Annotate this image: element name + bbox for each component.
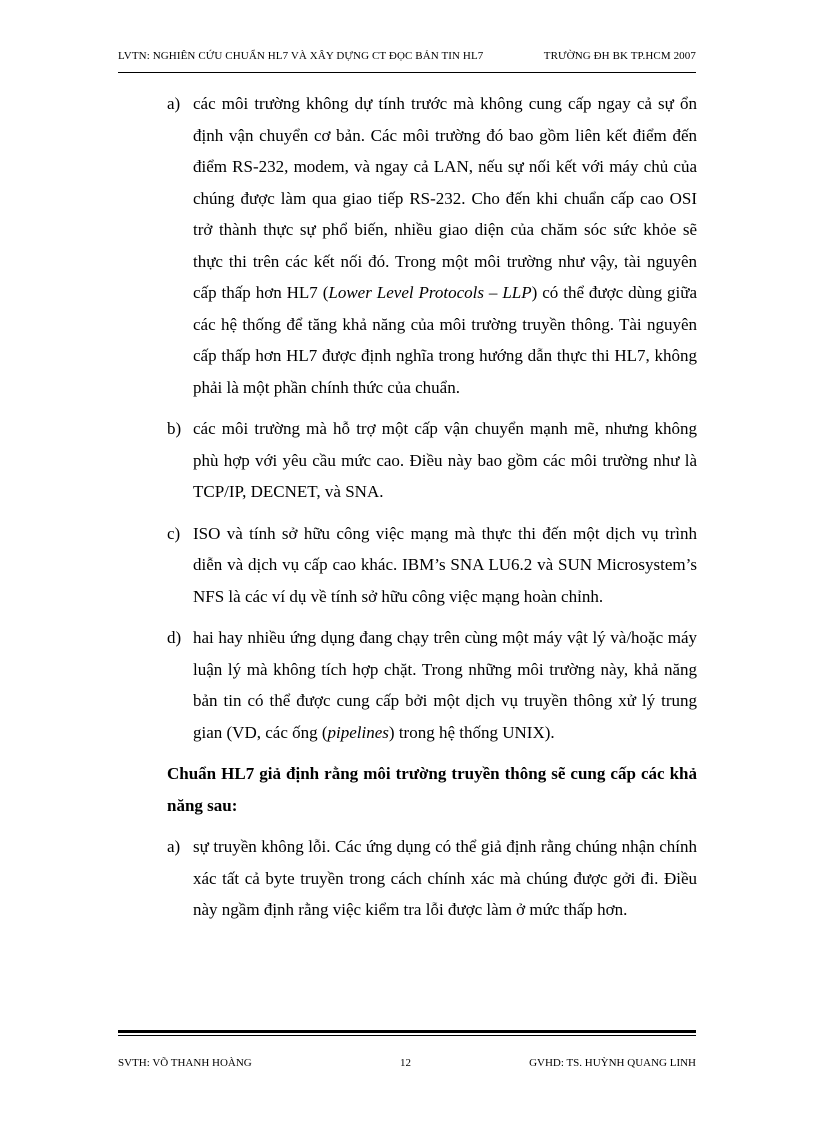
list-item-text: [193, 622, 697, 748]
text-run: các môi trường không dự tính trước mà không cung cấp ngay cả sự ổn định vận chuyển cơ bản. Các môi trường đó bao gồm liên kết điểm đến điểm RS-232, modem, và ngay cả LAN, nếu sự nối kết với máy chủ của chúng được làm qua giao tiếp RS-232. Cho đến khi chuẩn cấp cao OSI trở thành thực sự phổ biến, nhiều giao diện của chăm sóc sức khỏe sẽ thực thi trên các kết nối đó. Trong một môi trường như vậy, tài nguyên cấp thấp hơn HL7 (: [193, 94, 697, 302]
header-title: LVTN: NGHIÊN CỨU CHUẨN HL7 VÀ XÂY DỰNG CT ĐỌC BẢN TIN HL7: [118, 50, 484, 62]
italic-term: pipelines: [327, 722, 389, 742]
list-item-text: [193, 88, 697, 403]
list-item-text: ISO và tính sở hữu công việc mạng mà thực thi đến một dịch vụ trình diễn và dịch vụ cấp cao khác. IBM’s SNA LU6.2 và SUN Microsystem’s NFS là các ví dụ về tính sở hữu công việc mạng hoàn chỉnh.: [193, 523, 697, 606]
list-marker: a): [167, 837, 181, 856]
footer-divider-thin: [118, 1035, 696, 1036]
list-item: [167, 831, 697, 926]
section-heading: Chuẩn HL7 giả định rằng môi trường truyền thông sẽ cung cấp các khả năng sau:: [167, 764, 697, 815]
list-item-text: các môi trường mà hỗ trợ một cấp vận chuyển mạnh mẽ, nhưng không phù hợp với yêu cầu mức cao. Điều này bao gồm các môi trường như là TCP/IP, DECNET, và SNA.: [193, 419, 697, 501]
text-run: ) có thể được dùng giữa các hệ thống để tăng khả năng của môi trường truyền thông. Tài nguyên cấp thấp hơn HL7 được định nghĩa trong hướng dẫn thực thi HL7, không phải là một phần chính thức của chuẩn.: [193, 283, 698, 397]
page-number: 12: [400, 1057, 411, 1069]
footer-advisor: GVHD: TS. HUỲNH QUANG LINH: [529, 1057, 696, 1069]
list-item: [167, 622, 697, 748]
list-item: [167, 413, 697, 508]
page-body: [167, 88, 697, 936]
header-school: TRƯỜNG ĐH BK TP.HCM 2007: [543, 50, 696, 62]
header-divider: [118, 72, 696, 73]
list-marker: a): [167, 94, 181, 113]
list-marker: b): [167, 419, 182, 438]
list-item: [167, 88, 697, 403]
text-run: ) trong hệ thống UNIX).: [388, 722, 555, 742]
footer-divider-thick: [118, 1030, 696, 1033]
text-run: hai hay nhiều ứng dụng đang chạy trên cùng một máy vật lý và/hoặc máy luận lý mà không tích hợp chặt. Trong những môi trường này, khả năng bản tin có thể được cung cấp bởi một dịch vụ truyền thông xử lý trung gian (VD, các ống (: [193, 628, 697, 742]
list-marker: d): [167, 628, 182, 647]
footer-student: SVTH: VÕ THANH HOÀNG: [118, 1057, 252, 1069]
list-item: [167, 518, 697, 613]
list-item-text: sự truyền không lỗi. Các ứng dụng có thể giả định rằng chúng nhận chính xác tất cả byte truyền trong cách chính xác mà chúng được gởi đi. Điều này ngầm định rằng việc kiểm tra lỗi được làm ở mức thấp hơn.: [193, 837, 697, 919]
list-marker: c): [167, 523, 181, 543]
italic-term: Lower Level Protocols – LLP: [328, 283, 532, 302]
page-header: [118, 50, 696, 62]
